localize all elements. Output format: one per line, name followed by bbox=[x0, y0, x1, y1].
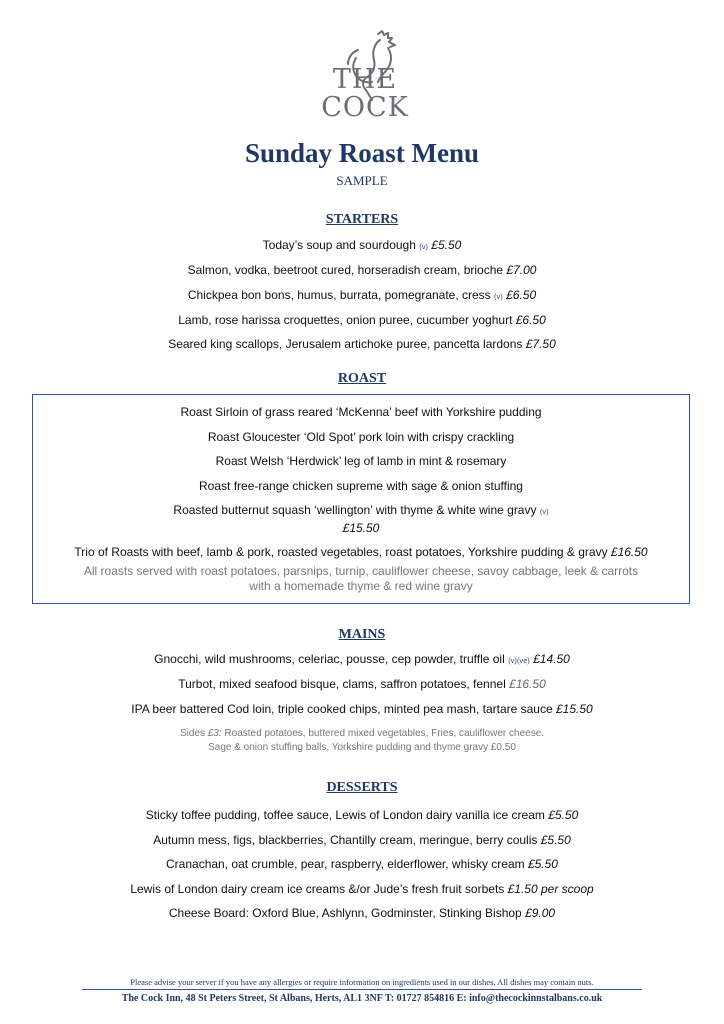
roast-box bbox=[32, 394, 690, 604]
dish-price: £7.50 bbox=[525, 337, 556, 351]
dish-name: Roasted butternut squash ‘wellington’ with thyme & white wine gravy bbox=[173, 503, 540, 517]
footer-address: The Cock Inn, 48 St Peters Street, St Albans, Herts, AL1 3NF T: 01727 854816 E: info@thecockinnstalbans.co.uk bbox=[121, 993, 603, 1004]
dish-price: £14.50 bbox=[529, 652, 570, 666]
diet-tag: (v)(ve) bbox=[508, 656, 530, 665]
dish-name: Sticky toffee pudding, toffee sauce, Lewis of London dairy vanilla ice cream bbox=[145, 808, 549, 822]
dish-name: Autumn mess, figs, blackberries, Chantilly cream, meringue, berry coulis bbox=[153, 833, 541, 847]
allergy-note: Please advise your server if you have any allergies or require information on ingredients used in our dishes. All dishes may contain nuts. bbox=[130, 977, 594, 987]
dish-price: £5.50 bbox=[548, 808, 579, 822]
desserts-heading: DESSERTS bbox=[326, 780, 398, 795]
roast-item-wellington bbox=[33, 503, 689, 517]
starter-item bbox=[0, 313, 724, 327]
roast-item: Roast free-range chicken supreme with sage & onion stuffing bbox=[199, 479, 523, 493]
dish-price: £15.50 bbox=[555, 702, 593, 716]
dish-price: £9.00 bbox=[525, 906, 556, 920]
page-subtitle: SAMPLE bbox=[336, 173, 388, 188]
dessert-item bbox=[0, 906, 724, 920]
dish-name: IPA beer battered Cod loin, triple cooked chips, minted pea mash, tartare sauce bbox=[131, 702, 556, 716]
dish-name: Lewis of London dairy cream ice creams &/or Jude’s fresh fruit sorbets bbox=[130, 882, 508, 896]
roast-heading: ROAST bbox=[337, 371, 387, 386]
page-title: Sunday Roast Menu bbox=[244, 138, 480, 168]
dish-name: Gnocchi, wild mushrooms, celeriac, pousse, cep powder, truffle oil bbox=[154, 652, 509, 666]
starter-item bbox=[0, 238, 724, 252]
diet-tag: (v) bbox=[419, 242, 428, 251]
dish-name: Seared king scallops, Jerusalem artichoke puree, pancetta lardons bbox=[168, 337, 526, 351]
roast-item: Roast Welsh ‘Herdwick’ leg of lamb in mint & rosemary bbox=[215, 454, 507, 468]
sides-line1 bbox=[0, 727, 724, 741]
dish-name: Turbot, mixed seafood bisque, clams, saffron potatoes, fennel bbox=[178, 677, 510, 691]
dessert-item bbox=[0, 808, 724, 822]
dish-price: £16.50 bbox=[610, 545, 648, 559]
logo-text-cock: COCK bbox=[321, 92, 409, 123]
main-item bbox=[0, 652, 724, 666]
dish-price: £1.50 per scoop bbox=[507, 882, 594, 896]
diet-tag: (v) bbox=[539, 507, 549, 516]
main-item bbox=[0, 702, 724, 716]
dessert-item bbox=[0, 882, 724, 896]
dish-price: £5.50 bbox=[427, 238, 462, 252]
dish-price: £6.50 bbox=[515, 313, 546, 327]
starter-item bbox=[0, 288, 724, 302]
sides-text: Roasted potatoes, buttered mixed vegetables, Fries, cauliflower cheese. bbox=[221, 728, 545, 739]
dish-price: £5.50 bbox=[540, 833, 571, 847]
sides-line2: Sage & onion stuffing balls, Yorkshire pudding and thyme gravy £0.50 bbox=[208, 742, 516, 753]
starter-item bbox=[0, 337, 724, 351]
dish-name: Salmon, vodka, beetroot cured, horseradish cream, brioche bbox=[187, 263, 507, 277]
dish-name: Cheese Board: Oxford Blue, Ashlynn, Godminster, Stinking Bishop bbox=[168, 906, 526, 920]
sides-label: Sides bbox=[179, 728, 208, 739]
dish-name: Chickpea bon bons, humus, burrata, pomegranate, cress bbox=[187, 288, 495, 302]
dish-name: Lamb, rose harissa croquettes, onion puree, cucumber yoghurt bbox=[178, 313, 516, 327]
sides-price: £3: bbox=[207, 728, 222, 739]
roast-item-trio bbox=[33, 545, 689, 559]
dish-price: £5.50 bbox=[527, 857, 558, 871]
dish-name: Cranachan, oat crumble, pear, raspberry, elderflower, whisky cream bbox=[166, 857, 528, 871]
dish-price: £6.50 bbox=[502, 288, 537, 302]
starter-item bbox=[0, 263, 724, 277]
dish-name: Today’s soup and sourdough bbox=[262, 238, 420, 252]
roast-note-line1: All roasts served with roast potatoes, parsnips, turnip, cauliflower cheese, savoy cabbage, leek & carrots bbox=[83, 564, 639, 578]
roast-price: £15.50 bbox=[342, 521, 380, 535]
roast-note-line2: with a homemade thyme & red wine gravy bbox=[249, 579, 473, 593]
starters-heading: STARTERS bbox=[325, 212, 399, 227]
dessert-item bbox=[0, 857, 724, 871]
dessert-item bbox=[0, 833, 724, 847]
diet-tag: (v) bbox=[494, 292, 503, 301]
dish-price: £16.50 bbox=[509, 677, 546, 691]
footer-divider bbox=[82, 989, 642, 990]
roast-item: Roast Sirloin of grass reared ‘McKenna’ beef with Yorkshire pudding bbox=[180, 405, 542, 419]
roast-item: Roast Gloucester ‘Old Spot’ pork loin with crispy crackling bbox=[207, 430, 515, 444]
dish-price: £7.00 bbox=[506, 263, 537, 277]
dish-name: Trio of Roasts with beef, lamb & pork, roasted vegetables, roast potatoes, Yorkshire pudding & gravy bbox=[74, 545, 611, 559]
mains-heading: MAINS bbox=[338, 627, 386, 642]
logo bbox=[300, 28, 430, 124]
main-item bbox=[0, 677, 724, 691]
logo-text-the: THE bbox=[332, 64, 398, 95]
